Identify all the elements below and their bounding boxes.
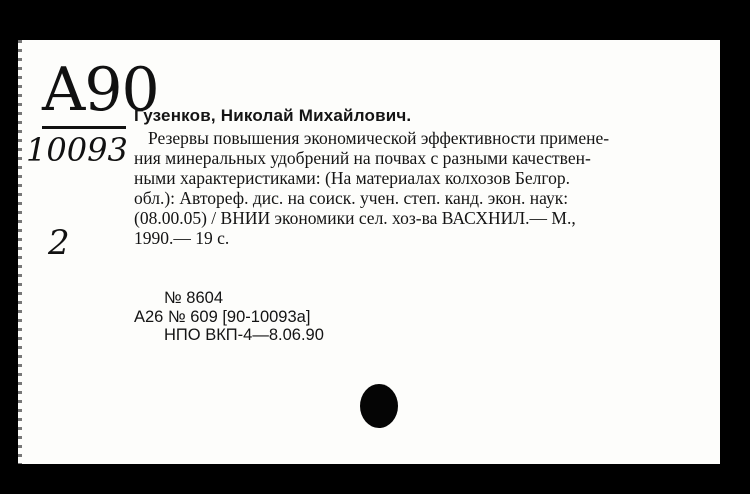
entry-line-6: 1990.— 19 с. xyxy=(134,228,230,248)
handwritten-accession-number: 10093 xyxy=(26,131,128,169)
shelf-mark-text: A90 xyxy=(42,55,159,125)
shelf-mark-underline xyxy=(42,126,126,129)
stamp-organization: НПО ВКП-4—8.06.90 xyxy=(164,326,324,344)
bibliographic-entry xyxy=(134,106,712,248)
catalog-card xyxy=(18,40,720,464)
entry-line-3: ными характеристиками: (На материалах колхозов Белгор. xyxy=(134,168,571,188)
entry-line-4: обл.): Автореф. дис. на соиск. учен. степ. канд. экон. наук: xyxy=(134,188,569,208)
entry-author: Гузенков, Николай Михайлович. xyxy=(134,106,412,125)
card-edge-mark xyxy=(18,40,22,464)
entry-line-5: (08.00.05) / ВНИИ экономики сел. хоз-ва ВАСХНИЛ.— М., xyxy=(134,208,576,228)
entry-line-1: Резервы повышения экономической эффективности примене- xyxy=(148,128,610,148)
stamp-number: № 8604 xyxy=(164,289,223,307)
handwritten-copy-number: 2 xyxy=(48,223,70,263)
stamp-code: A26 № 609 [90-10093a] xyxy=(134,308,311,326)
punch-hole xyxy=(360,384,398,428)
entry-line-2: ния минеральных удобрений на почвах с разными качествен- xyxy=(134,148,591,168)
